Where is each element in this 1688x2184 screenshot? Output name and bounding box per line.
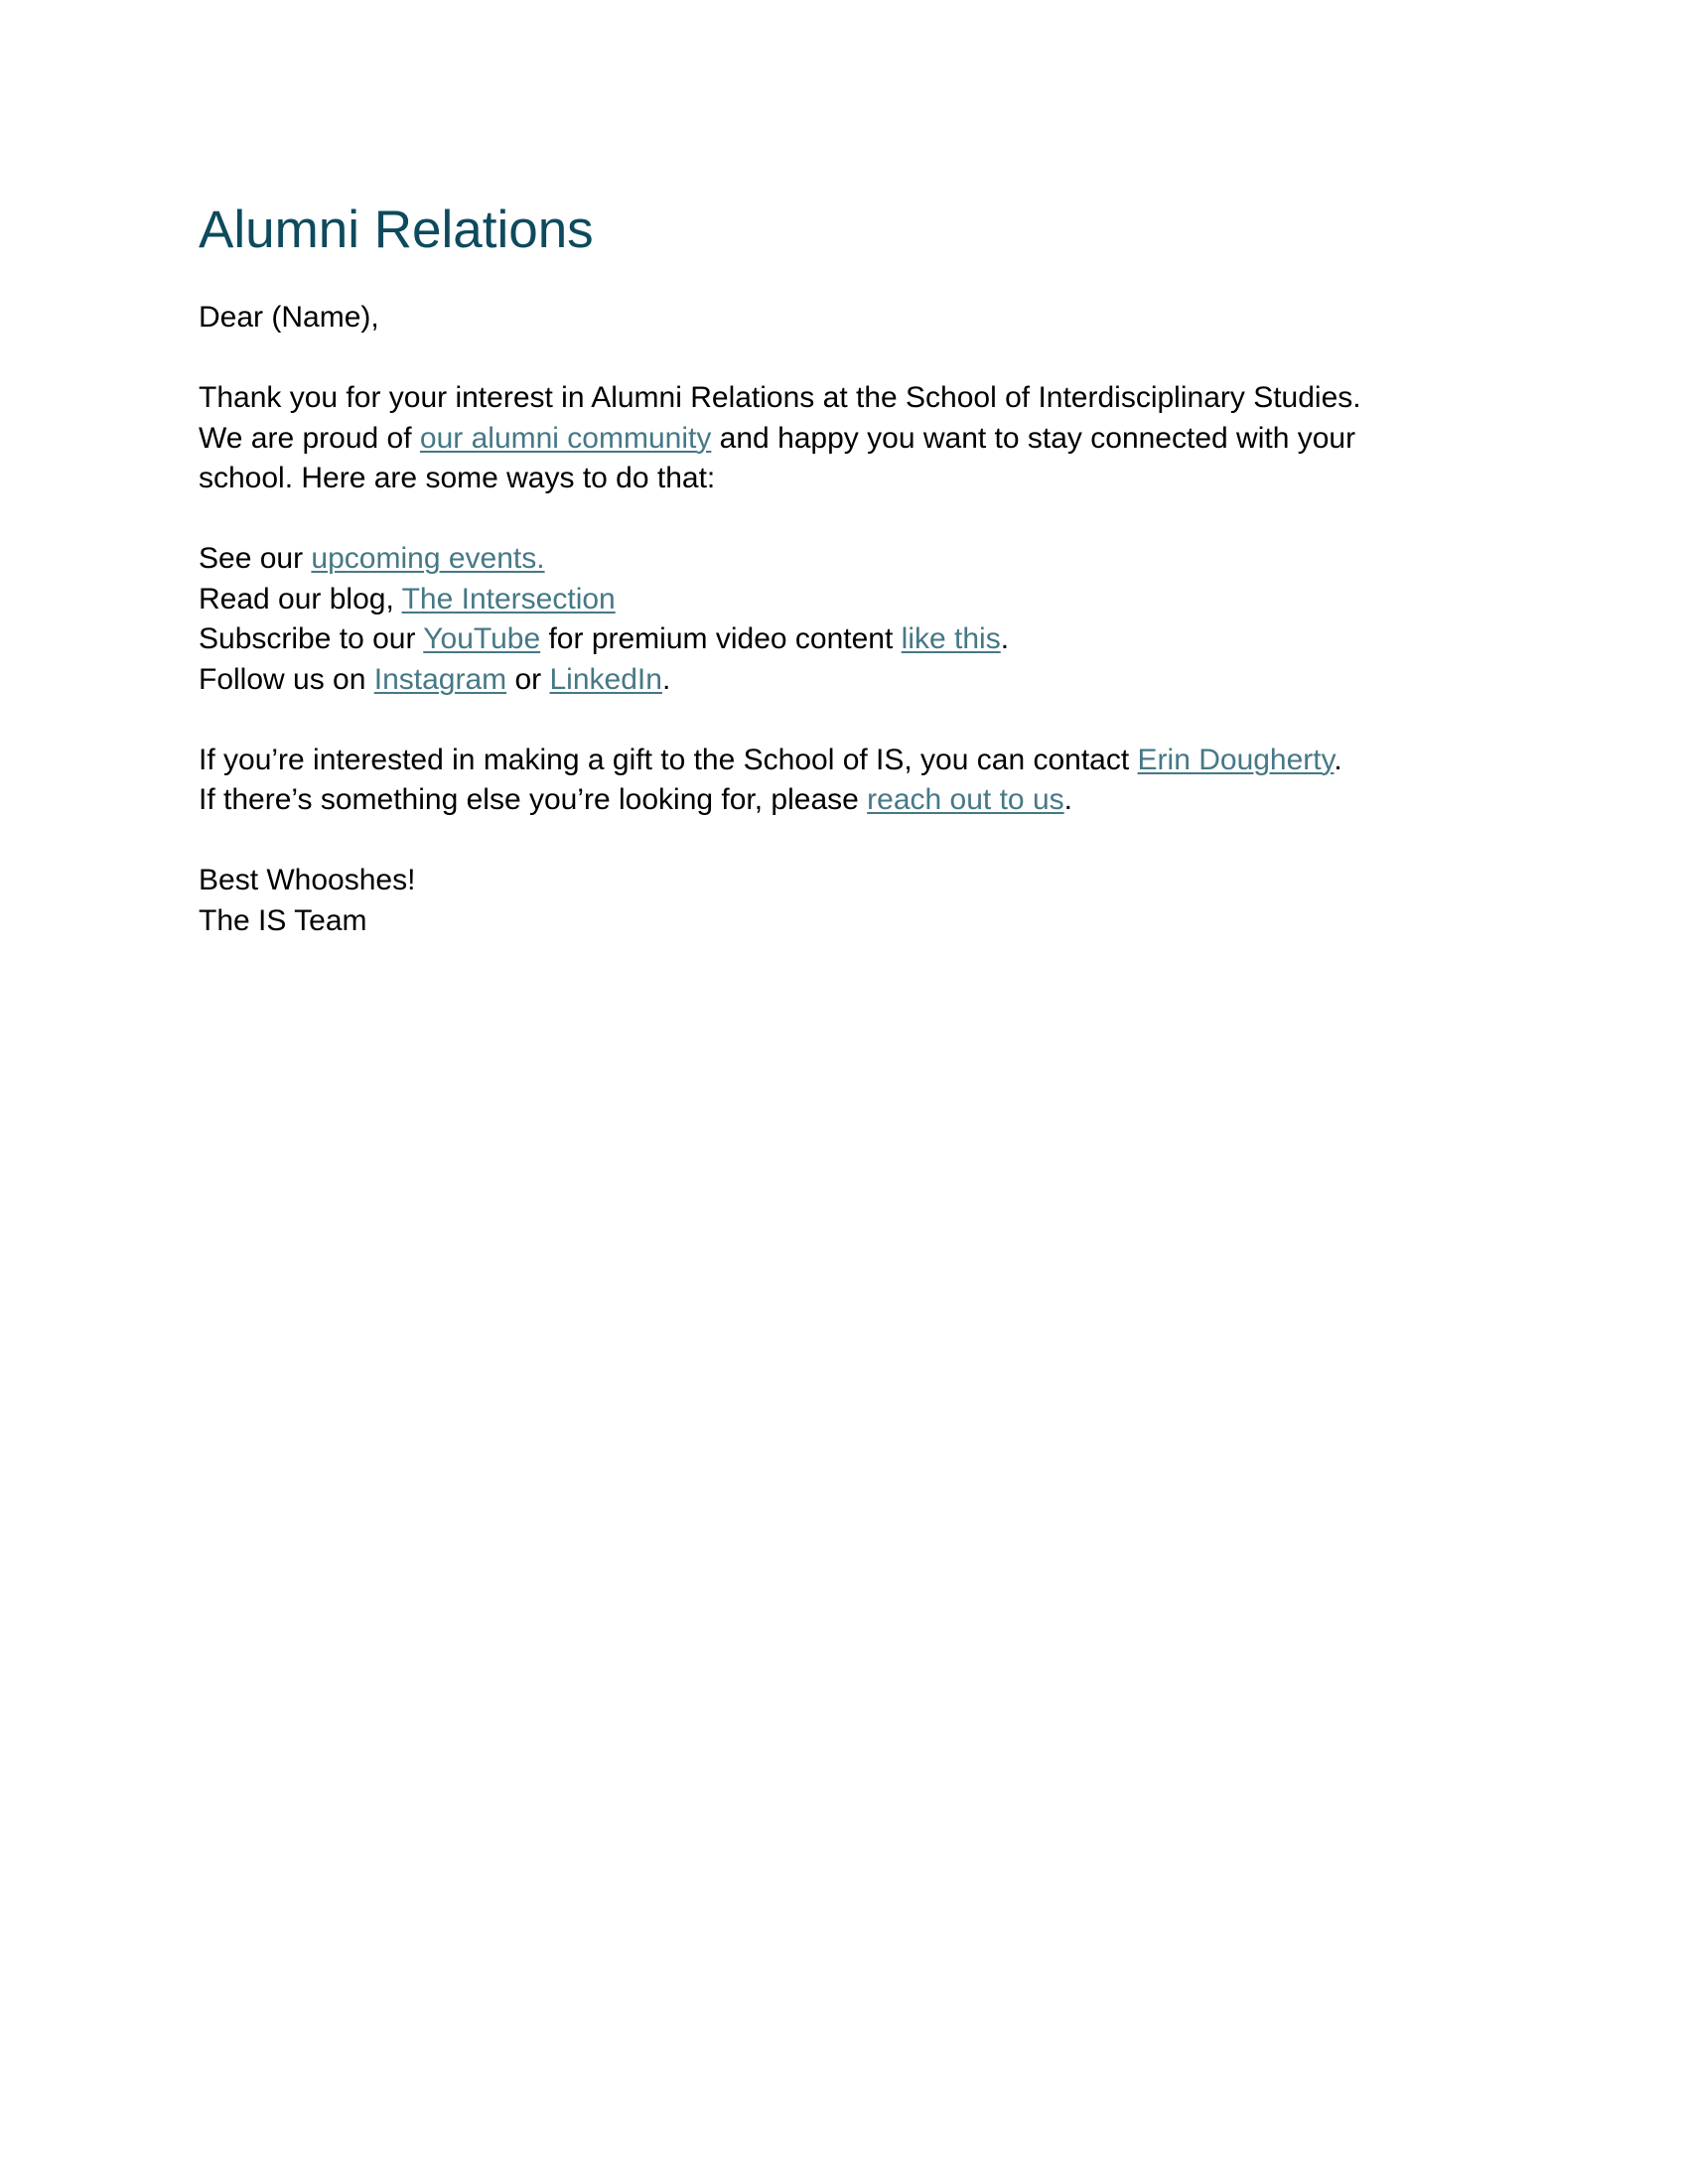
youtube-text-end: . (1000, 622, 1010, 655)
erin-dougherty-link[interactable]: Erin Dougherty (1137, 743, 1335, 776)
letter-page (199, 195, 1509, 982)
alumni-community-link[interactable]: our alumni community (419, 421, 712, 455)
gift-text-end: . (1334, 743, 1342, 776)
linkedin-link[interactable]: LinkedIn (549, 662, 662, 696)
follow-text-mid: or (506, 662, 550, 696)
youtube-text: Subscribe to our (199, 622, 424, 655)
other-text-end: . (1063, 783, 1072, 816)
gift-text: If you’re interested in making a gift to the School of IS, you can contact (199, 743, 1138, 776)
intro-paragraph (199, 378, 1509, 499)
intro-line-3: school. Here are some ways to do that: (199, 462, 716, 494)
like-this-video-link[interactable]: like this (901, 622, 1001, 655)
youtube-text-mid: for premium video content (540, 622, 902, 655)
signature: The IS Team (199, 903, 367, 937)
other-text: If there’s something else you’re looking for, please (199, 783, 868, 816)
blog-text: Read our blog, (199, 582, 402, 615)
greeting: Dear (Name), (199, 301, 379, 334)
reach-out-link[interactable]: reach out to us (867, 783, 1064, 816)
contact-paragraph (199, 741, 1509, 821)
follow-text-end: . (661, 662, 671, 696)
intro-line-2-text-end: and happy you want to stay connected with your (711, 421, 1356, 455)
the-intersection-link[interactable]: The Intersection (401, 582, 616, 615)
instagram-link[interactable]: Instagram (373, 662, 507, 696)
closing: Best Whooshes! (199, 864, 416, 896)
page-title: Alumni Relations (199, 201, 594, 259)
other-line (199, 780, 1509, 821)
intro-line-2-text: We are proud of (199, 421, 420, 455)
signoff-paragraph (199, 861, 1509, 941)
follow-text: Follow us on (199, 662, 374, 696)
upcoming-events-link[interactable]: upcoming events. (311, 542, 545, 575)
youtube-link[interactable]: YouTube (423, 622, 541, 655)
ways-paragraph (199, 539, 1509, 700)
events-line (199, 539, 1509, 580)
events-text: See our (199, 542, 312, 575)
blog-line (199, 580, 1509, 620)
gift-line (199, 741, 1509, 781)
follow-line (199, 660, 1509, 701)
youtube-line (199, 619, 1509, 660)
intro-line-1: Thank you for your interest in Alumni Relations at the School of Interdisciplinary Studies. (199, 381, 1361, 414)
intro-line-2 (199, 419, 1509, 460)
